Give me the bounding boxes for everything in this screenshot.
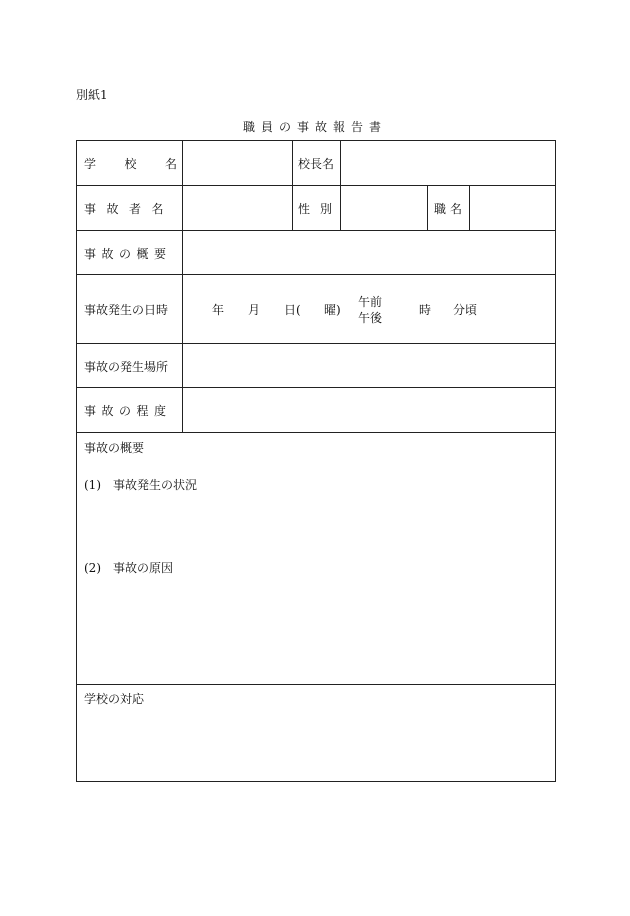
weekday-unit: 曜)	[324, 303, 341, 317]
label-column-divider	[182, 141, 183, 432]
principal-name-label: 校長名	[298, 157, 335, 171]
response-heading: 学校の対応	[84, 692, 145, 706]
row-divider	[77, 185, 555, 186]
column-divider	[427, 185, 428, 230]
report-table	[76, 140, 556, 782]
month-unit: 月	[248, 303, 261, 317]
gender-label: 性別	[298, 202, 343, 216]
row-divider	[77, 684, 555, 685]
school-name-char: 校	[124, 157, 137, 171]
day-unit: 日(	[284, 303, 301, 317]
pm-label: 午後	[358, 311, 383, 325]
document-title: 職員の事故報告書	[242, 120, 387, 134]
hour-unit: 時	[419, 303, 432, 317]
details-heading: 事故の概要	[84, 441, 145, 455]
school-name-char: 学	[84, 157, 97, 171]
school-name-label	[84, 155, 177, 172]
row-divider	[77, 387, 555, 388]
column-divider	[469, 185, 470, 230]
row-divider	[77, 230, 555, 231]
extent-label: 事故の程度	[84, 404, 172, 418]
attachment-label: 別紙1	[76, 88, 108, 102]
column-divider	[292, 141, 293, 230]
place-label: 事故の発生場所	[84, 360, 169, 374]
minute-unit: 分頃	[453, 303, 478, 317]
row-divider	[77, 274, 555, 275]
row-divider	[77, 343, 555, 344]
accident-person-label: 事故者名	[84, 202, 175, 216]
details-item-1: (1) 事故発生の状況	[84, 478, 197, 492]
school-name-char: 名	[164, 157, 177, 171]
year-unit: 年	[212, 303, 225, 317]
row-divider	[77, 432, 555, 433]
am-label: 午前	[358, 295, 383, 309]
overview-label: 事故の概要	[84, 247, 172, 261]
details-item-2: (2) 事故の原因	[84, 561, 173, 575]
datetime-label: 事故発生の日時	[84, 303, 169, 317]
position-label: 職名	[434, 202, 467, 216]
